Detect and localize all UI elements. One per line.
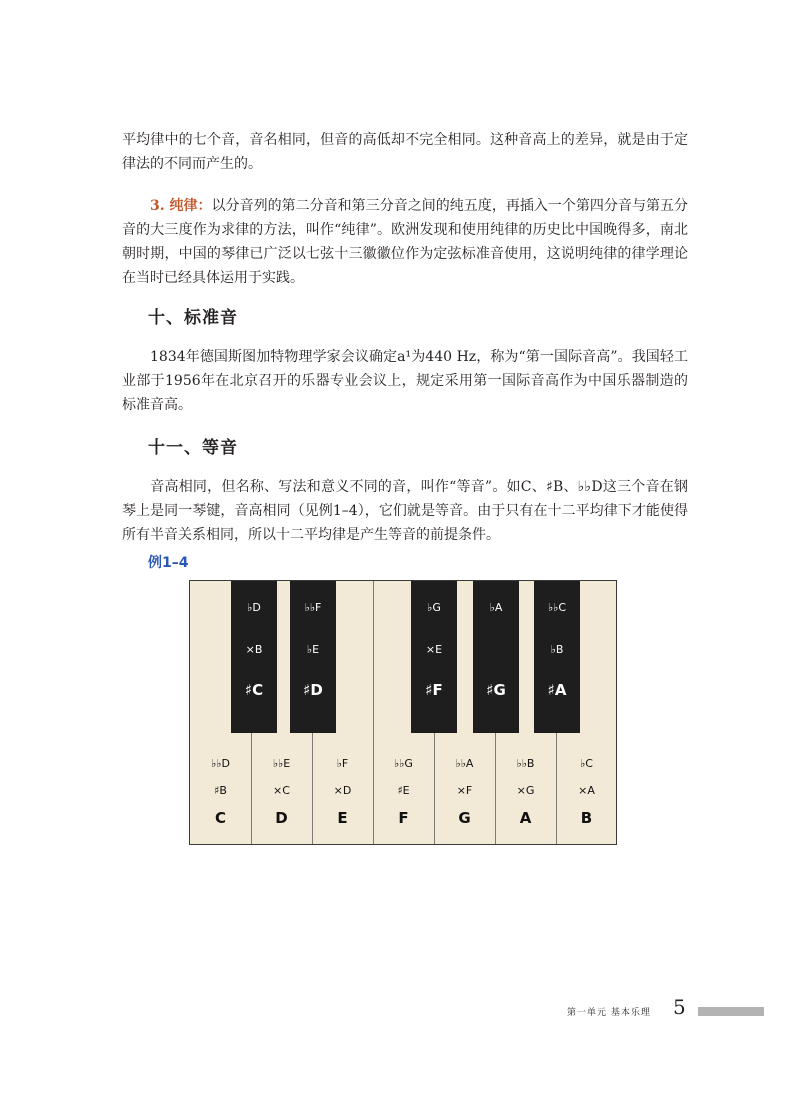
black-key-note: ♯A <box>547 681 567 699</box>
white-key-name: B <box>580 809 593 827</box>
black-key-note: ♯G <box>486 681 506 699</box>
black-key-note: ♭E <box>306 643 320 656</box>
white-key-note: ♭♭A <box>455 757 474 770</box>
white-key-note: ×A <box>578 784 595 797</box>
white-key-name: G <box>458 809 471 827</box>
black-key-a-sharp <box>534 581 580 733</box>
black-key-note: ×B <box>245 643 263 656</box>
black-key-f-sharp <box>411 581 457 733</box>
black-key-note: ♭G <box>427 601 441 614</box>
white-key-name: D <box>275 809 288 827</box>
white-key-note: ♭♭B <box>516 757 535 770</box>
heading-standard-pitch: 十、标准音 <box>148 308 238 328</box>
example-label: 例1–4 <box>148 555 189 571</box>
black-key-note: ♯F <box>425 681 443 699</box>
white-key-note: ♭♭E <box>272 757 291 770</box>
white-key-note: ×F <box>456 784 473 797</box>
white-key-note: ♯E <box>397 784 410 797</box>
white-key-note: ♭C <box>580 757 593 770</box>
white-key-note: ♯B <box>214 784 227 797</box>
paragraph-standard-pitch <box>122 345 688 417</box>
paragraph-just-intonation <box>122 194 688 290</box>
just-intonation-text: 以分音列的第二分音和第三分音之间的纯五度，再插入一个第四分音与第五分音的大三度作为求律的方法，叫作“纯律”。欧洲发现和使用纯律的历史比中国晚得多，南北朝时期，中国的琴律已广泛以七弦十三徽徽位作为定弦标准音使用，这说明纯律的律学理论在当时已经具体运用于实践。 <box>122 198 688 286</box>
page-number: 5 <box>673 995 686 1019</box>
white-key-name: F <box>398 809 409 827</box>
white-key-note: ×G <box>516 784 535 797</box>
footer-bar <box>698 1007 764 1016</box>
enharmonic-text: 音高相同，但名称、写法和意义不同的音，叫作“等音”。如C、♯B、♭♭D这三个音在钢琴上是同一琴键，音高相同（见例1–4），它们就是等音。由于只有在十二平均律下才能使得所有半音关系相同，所以十二平均律是产生等音的前提条件。 <box>122 479 688 543</box>
black-key-g-sharp <box>473 581 519 733</box>
black-key-c-sharp <box>231 581 277 733</box>
white-key-note: ♭F <box>336 757 349 770</box>
paragraph-enharmonic <box>122 475 688 547</box>
piano-keyboard-diagram <box>189 580 617 845</box>
black-key-note: ♯C <box>244 681 264 699</box>
black-key-note: ×E <box>425 643 443 656</box>
just-intonation-lead: 3. 纯律： <box>150 198 212 214</box>
white-key-note: ×D <box>333 784 352 797</box>
white-key-name: E <box>337 809 348 827</box>
white-key-name: C <box>214 809 226 827</box>
heading-enharmonic: 十一、等音 <box>148 438 238 458</box>
black-key-d-sharp <box>290 581 336 733</box>
white-key-note: ♭♭G <box>394 757 413 770</box>
footer-section-title: 第一单元 基本乐理 <box>567 1008 651 1018</box>
black-key-note: ♭A <box>489 601 503 614</box>
standard-pitch-text: 1834年德国斯图加特物理学家会议确定a¹为440 Hz，称为“第一国际音高”。我国轻工业部于1956年在北京召开的乐器专业会议上，规定采用第一国际音高作为中国乐器制造的标准音高。 <box>122 349 688 413</box>
black-key-note: ♭D <box>247 601 261 614</box>
white-key-divider <box>373 581 374 844</box>
white-key-note: ♭♭D <box>211 757 230 770</box>
paragraph-equal-temperament: 平均律中的七个音，音名相同，但音的高低却不完全相同。这种音高上的差异，就是由于定律法的不同而产生的。 <box>122 132 688 172</box>
black-key-note: ♭♭C <box>547 601 567 614</box>
white-key-name: A <box>519 809 532 827</box>
black-key-note: ♭B <box>550 643 564 656</box>
black-key-note: ♭♭F <box>304 601 322 614</box>
white-key-note: ×C <box>273 784 290 797</box>
black-key-note: ♯D <box>303 681 323 699</box>
